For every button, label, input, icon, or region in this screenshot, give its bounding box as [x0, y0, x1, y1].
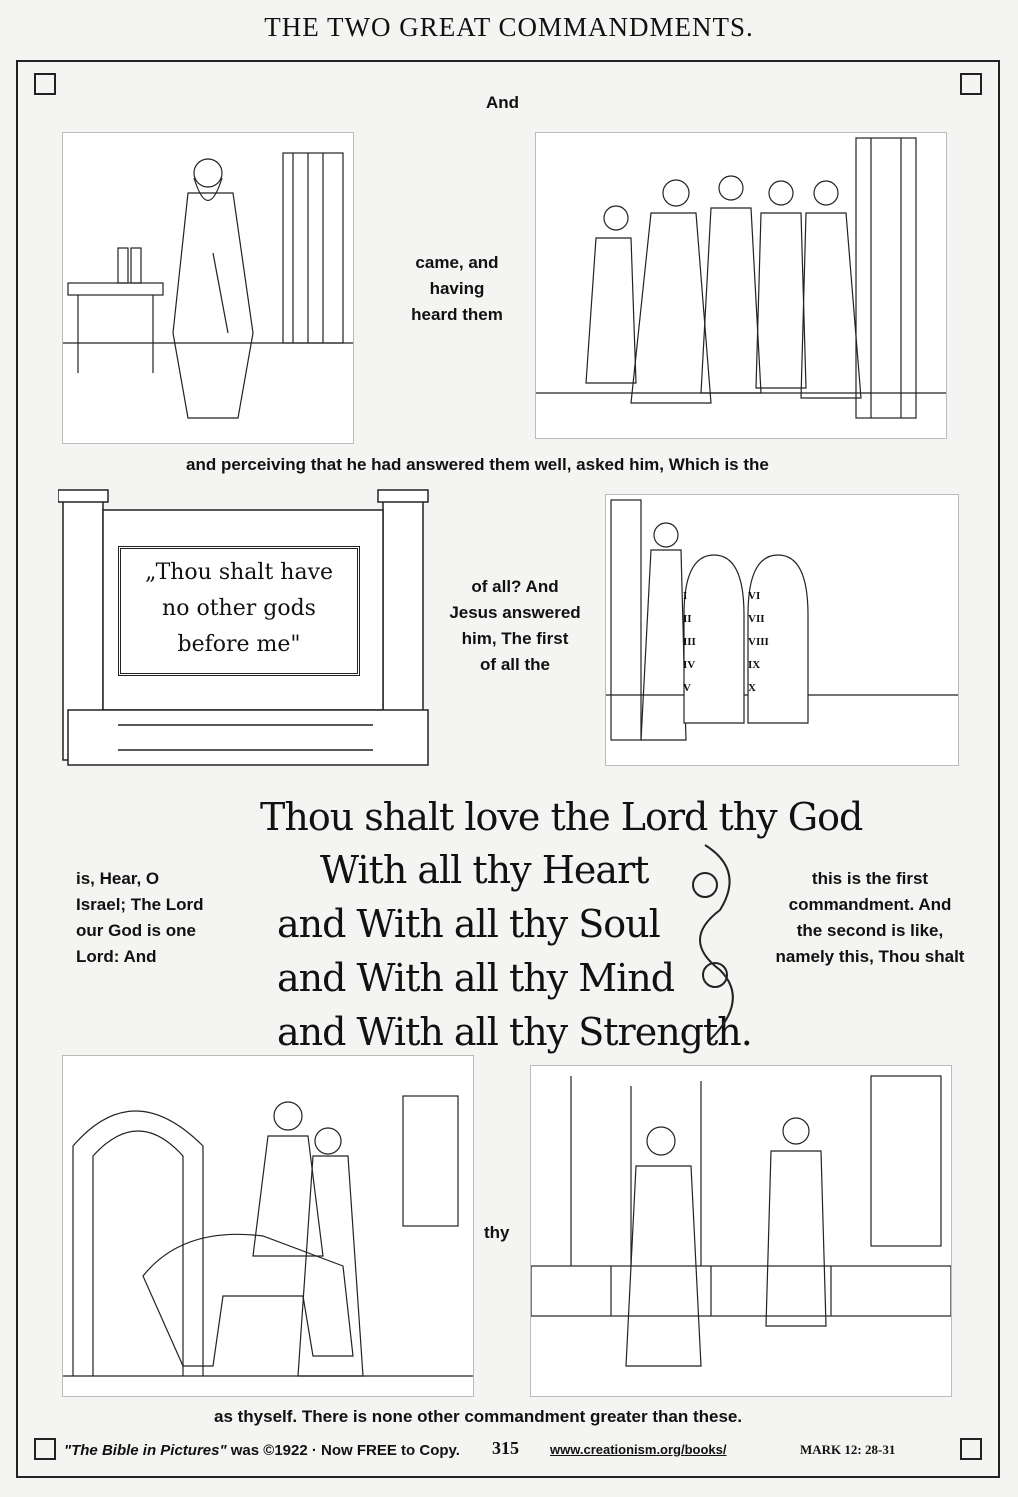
page-title: THE TWO GREAT COMMANDMENTS.	[264, 12, 754, 42]
disputing-men-illustration	[535, 132, 947, 439]
flourish-ornament-icon	[660, 840, 750, 1050]
footer-credit: "The Bible in Pictures" was ©1922 · Now FREE to Copy.	[64, 1442, 460, 1459]
rebus-text-perceiving: and perceiving that he had answered them well, asked him, Which is the	[186, 455, 769, 474]
neighbor-donkey-illustration	[62, 1055, 474, 1397]
calligraphy-line: and With all thy Strength.	[277, 1010, 752, 1054]
commandment-inscription: „Thou shalt have no other gods before me"	[118, 546, 360, 676]
scripture-reference: MARK 12: 28-31	[800, 1442, 896, 1457]
rebus-text-and: And	[486, 93, 520, 112]
scribe-illustration	[62, 132, 354, 444]
calligraphy-line: Thou shalt love the Lord thy God	[260, 795, 863, 839]
tablet-right-numerals: VI VII VIII IX X	[748, 590, 769, 694]
rebus-text-thy: thy	[484, 1223, 510, 1242]
great-commandment-calligraphy	[255, 790, 863, 1060]
page-number: 315	[492, 1438, 519, 1458]
frame-corner-ornament	[34, 1438, 56, 1460]
rebus-text-ofall: of all? And Jesus answered him, The first of all the	[449, 577, 581, 674]
rebus-text-thyself: as thyself. There is none other commandment greater than these.	[214, 1407, 743, 1426]
frame-corner-ornament	[960, 73, 982, 95]
calligraphy-line: With all thy Heart	[320, 848, 649, 892]
frame-corner-ornament	[960, 1438, 982, 1460]
frame-corner-ornament	[34, 73, 56, 95]
calligraphy-line: and With all thy Soul	[277, 902, 660, 946]
rebus-text-came: came, and having heard them	[411, 253, 503, 324]
neighbors-talking-illustration	[530, 1065, 952, 1397]
rebus-text-first-commandment: this is the first commandment. And the second is like, namely this, Thou shalt	[775, 869, 965, 966]
rebus-text-hear: is, Hear, O Israel; The Lord our God is one Lord: And	[76, 869, 204, 966]
footer-url-link[interactable]: www.creationism.org/books/	[550, 1442, 727, 1457]
calligraphy-line: and With all thy Mind	[277, 956, 675, 1000]
tablet-left-numerals: I II III IV V	[683, 590, 696, 694]
